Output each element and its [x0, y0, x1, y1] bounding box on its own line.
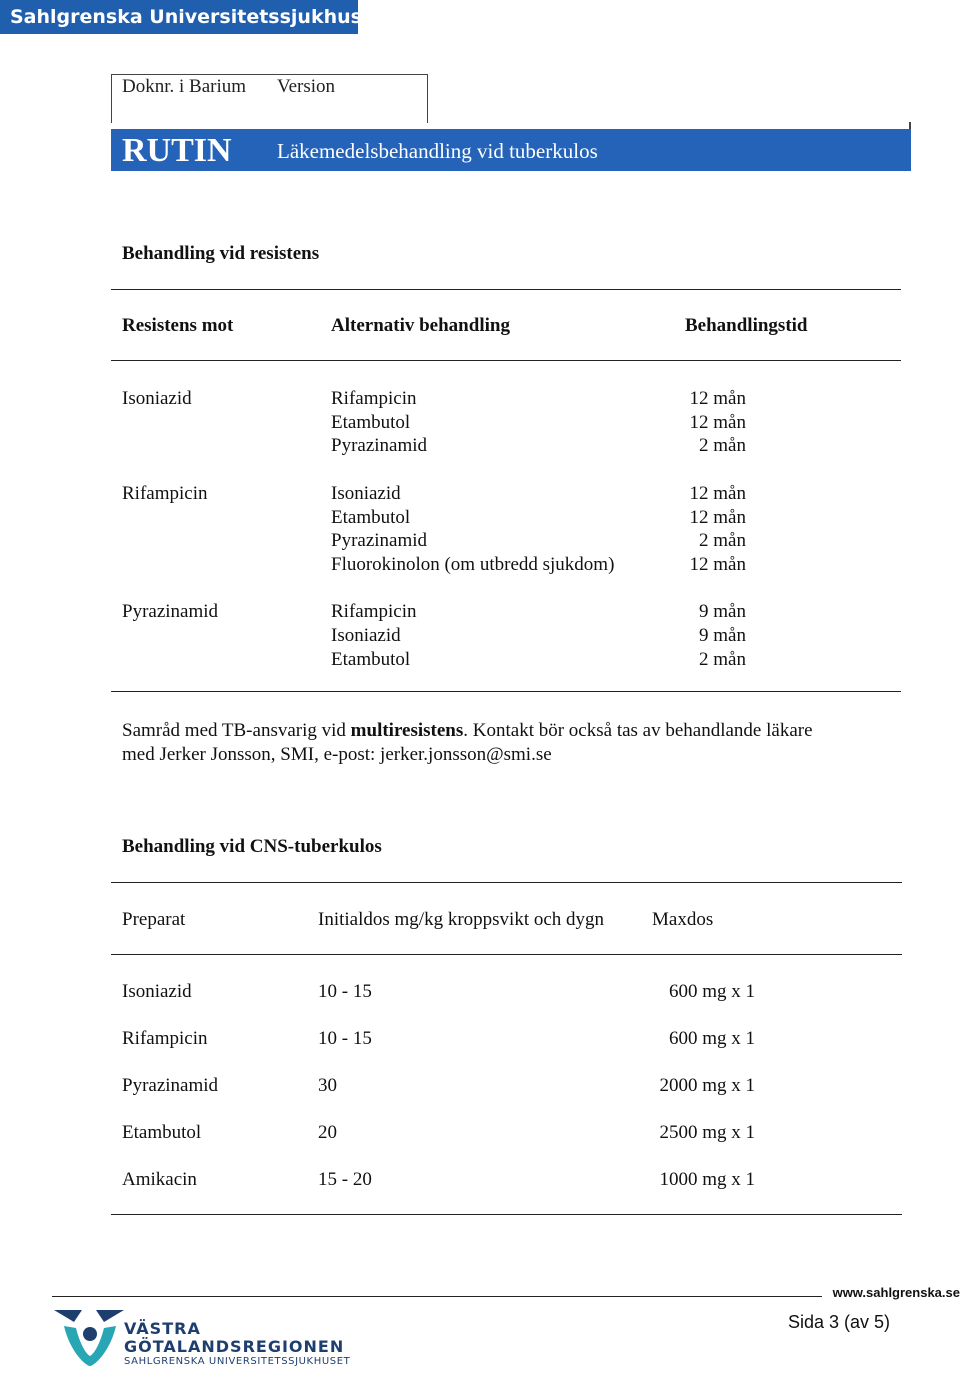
cns-dose: 30 — [318, 1075, 337, 1096]
doc-number-label: Doknr. i Barium — [122, 76, 247, 97]
table-rule-bottom — [111, 691, 901, 692]
banner-divider — [909, 122, 911, 129]
column-header-alternative: Alternativ behandling — [331, 315, 510, 336]
cns-dose: 20 — [318, 1122, 337, 1143]
drug-item: Etambutol — [331, 506, 411, 528]
cns-drug: Etambutol — [122, 1122, 202, 1143]
logo-line-2: GÖTALANDSREGIONEN — [124, 1337, 345, 1356]
resistance-item: Pyrazinamid — [122, 601, 219, 623]
column-header-duration: Behandlingstid — [685, 315, 808, 336]
cns-column-maxdos: Maxdos — [652, 909, 714, 930]
cns-drug: Rifampicin — [122, 1028, 208, 1049]
cns-drug: Pyrazinamid — [122, 1075, 219, 1096]
drug-item: Pyrazinamid — [331, 435, 428, 457]
vgr-logo-icon — [52, 1306, 126, 1368]
drug-item: Isoniazid — [331, 482, 401, 504]
duration-item: 2 mån — [699, 530, 746, 552]
logo-line-1: VÄSTRA — [124, 1319, 201, 1338]
cns-column-initialdos: Initialdos mg/kg kroppsvikt och dygn — [318, 909, 605, 930]
duration-item: 12 mån — [689, 482, 746, 504]
cns-maxdose: 600 mg x 1 — [668, 1028, 755, 1049]
resistance-item: Isoniazid — [122, 388, 192, 409]
cns-maxdose: 2500 mg x 1 — [659, 1122, 755, 1143]
multiresistance-note-contact: med Jerker Jonsson, SMI, e-post: jerker.jonsson@smi.se — [122, 743, 552, 765]
duration-item: 9 mån — [699, 625, 746, 646]
cns-heading: Behandling vid CNS-tuberkulos — [122, 836, 382, 857]
multiresistance-note — [122, 719, 813, 743]
drug-item: Etambutol — [331, 648, 411, 670]
cns-drug: Isoniazid — [122, 981, 192, 1002]
note-prefix: Samråd med TB-ansvarig vid — [122, 720, 351, 741]
footer-rule — [52, 1296, 822, 1297]
document-type: RUTIN — [122, 132, 232, 169]
drug-item: Rifampicin — [331, 601, 417, 623]
cns-maxdose: 600 mg x 1 — [668, 981, 755, 1002]
duration-item: 12 mån — [689, 553, 746, 575]
cns-column-preparat: Preparat — [122, 909, 186, 930]
table-rule-top — [111, 289, 901, 290]
cns-rule-bottom — [111, 1214, 902, 1215]
table-rule-header — [111, 360, 901, 361]
cns-drug: Amikacin — [122, 1169, 197, 1190]
cns-dose: 10 - 15 — [318, 1028, 372, 1049]
note-bold: multiresistens — [350, 720, 464, 741]
version-label: Version — [277, 76, 336, 97]
duration-item: 2 mån — [699, 648, 746, 670]
duration-item: 2 mån — [699, 435, 746, 457]
document-title: Läkemedelsbehandling vid tuberkulos — [277, 139, 598, 163]
duration-item: 12 mån — [689, 388, 746, 409]
cns-maxdose: 2000 mg x 1 — [659, 1075, 755, 1096]
duration-item: 12 mån — [689, 411, 746, 433]
org-banner: Sahlgrenska Universitetssjukhuset — [0, 0, 358, 34]
resistance-heading: Behandling vid resistens — [122, 243, 320, 264]
cns-rule-top — [111, 882, 902, 883]
note-suffix: . Kontakt bör också tas av behandlande läkare — [463, 720, 813, 741]
cns-dose: 15 - 20 — [318, 1169, 372, 1190]
footer-url[interactable]: www.sahlgrenska.se — [832, 1285, 960, 1300]
drug-item: Fluorokinolon (om utbredd sjukdom) — [331, 553, 615, 575]
resistance-item: Rifampicin — [122, 482, 208, 504]
page-number: Sida 3 (av 5) — [788, 1312, 891, 1332]
drug-item: Etambutol — [331, 411, 411, 433]
cns-rule-header — [111, 954, 902, 955]
cns-dose: 10 - 15 — [318, 981, 372, 1002]
drug-item: Pyrazinamid — [331, 530, 428, 552]
cns-maxdose: 1000 mg x 1 — [659, 1169, 755, 1190]
drug-item: Rifampicin — [331, 388, 417, 409]
column-header-resistance: Resistens mot — [122, 315, 234, 336]
duration-item: 9 mån — [699, 601, 746, 623]
drug-item: Isoniazid — [331, 625, 401, 646]
duration-item: 12 mån — [689, 506, 746, 528]
logo-line-3: SAHLGRENSKA UNIVERSITETSSJUKHUSET — [124, 1356, 351, 1367]
